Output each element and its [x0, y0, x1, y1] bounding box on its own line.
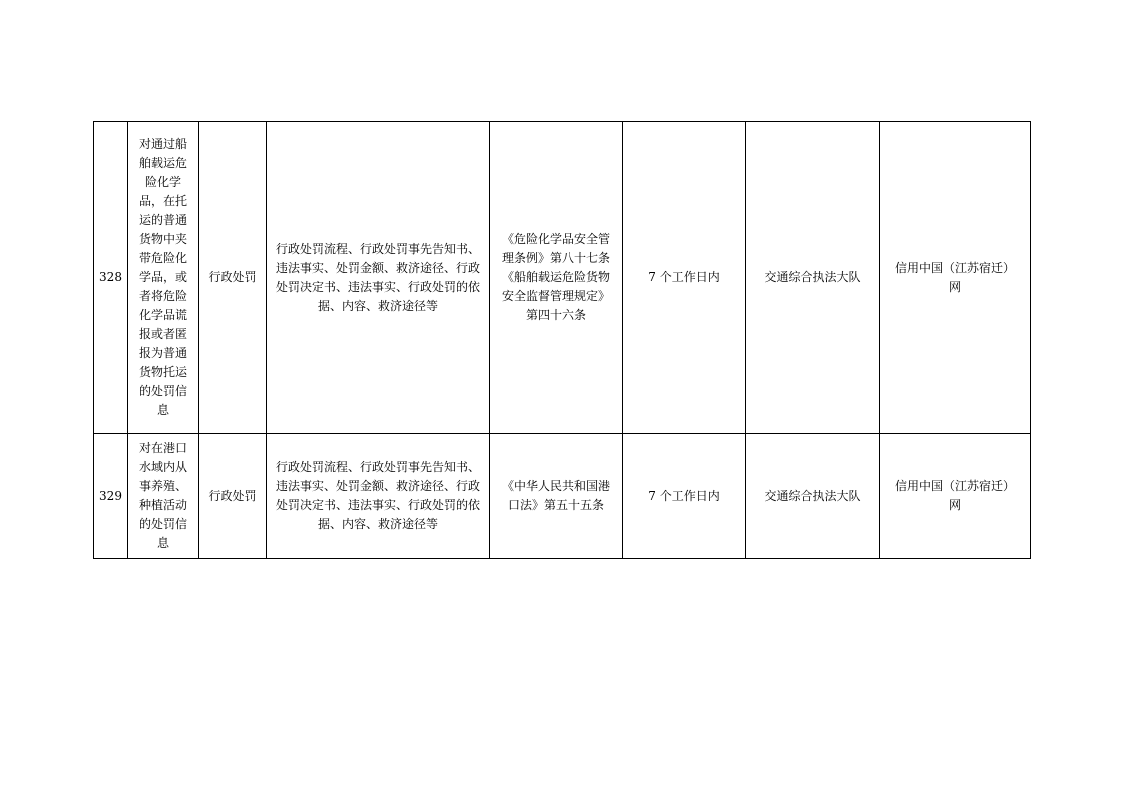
- time-limit: 7 个工作日内: [648, 488, 720, 503]
- legal-basis-line: 《船舶载运危险货物安全监督管理规定》第四十六条: [501, 270, 610, 322]
- publish-channel: 信用中国（江苏宿迁）网: [894, 479, 1015, 512]
- channel-cell: [880, 434, 1031, 559]
- disclosure-content: 行政处罚流程、行政处罚事先告知书、违法事实、处罚金额、救济途径、行政处罚决定书、违法事实、行政处罚的依据、内容、救济途径等: [275, 460, 480, 531]
- legal-basis-line: 《中华人民共和国港口法》第五十五条: [501, 479, 610, 512]
- basis-cell: [490, 434, 623, 559]
- department-cell: [746, 434, 880, 559]
- item-cell: [128, 434, 199, 559]
- basis-cell: [490, 122, 623, 434]
- row-number-cell: [94, 434, 128, 559]
- content-cell: [267, 434, 490, 559]
- item-cell: [128, 122, 199, 434]
- disclosure-table: [93, 121, 1031, 559]
- channel-cell: [880, 122, 1031, 434]
- legal-basis-line: 《危险化学品安全管理条例》第八十七条: [501, 232, 610, 265]
- time-limit-cell: [623, 434, 746, 559]
- category: 行政处罚: [208, 488, 257, 503]
- row-number-cell: [94, 122, 128, 434]
- row-number: 329: [99, 488, 122, 503]
- category: 行政处罚: [208, 270, 257, 284]
- item-name: 对通过船舶载运危险化学品，在托运的普通货物中夹带危险化学品，或者将危险化学品谎报或者匿报为普通货物托运的处罚信息: [138, 137, 187, 417]
- category-cell: [199, 122, 267, 434]
- row-number: 328: [99, 270, 122, 284]
- disclosure-content: 行政处罚流程、行政处罚事先告知书、违法事实、处罚金额、救济途径、行政处罚决定书、违法事实、行政处罚的依据、内容、救济途径等: [275, 241, 480, 313]
- publish-channel: 信用中国（江苏宿迁）网: [894, 260, 1015, 294]
- department: 交通综合执法大队: [764, 270, 861, 284]
- time-limit: 7 个工作日内: [648, 270, 720, 284]
- content-cell: [267, 122, 490, 434]
- department: 交通综合执法大队: [764, 488, 861, 503]
- table-row: [94, 122, 1031, 434]
- category-cell: [199, 434, 267, 559]
- time-limit-cell: [623, 122, 746, 434]
- item-name: 对在港口水域内从事养殖、种植活动的处罚信息: [138, 441, 187, 550]
- department-cell: [746, 122, 880, 434]
- table-row: [94, 434, 1031, 559]
